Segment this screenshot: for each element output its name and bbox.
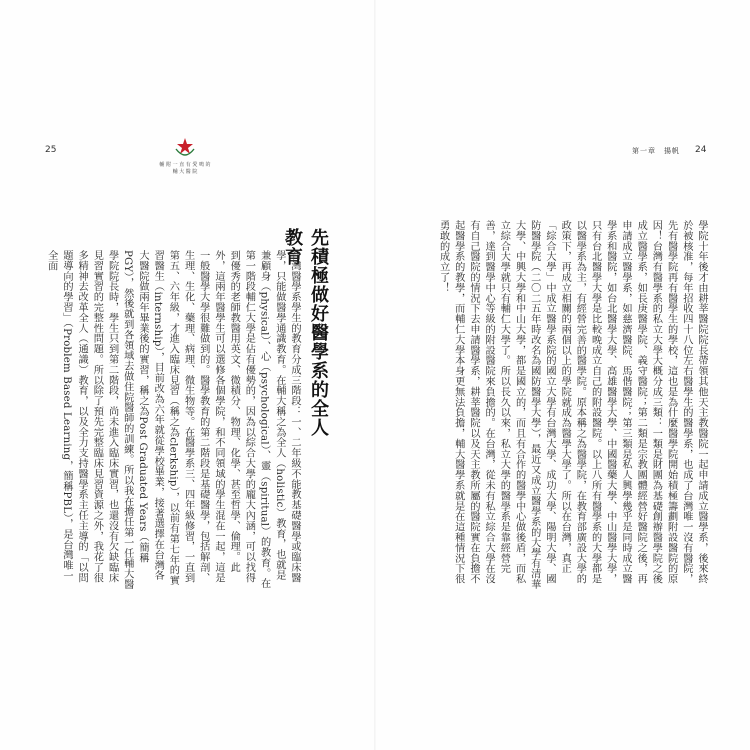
section-heading: 先積極做好醫學系的全人教育 (282, 228, 329, 437)
hospital-logo-icon (170, 135, 200, 165)
left-page-number: 25 (45, 145, 57, 155)
right-page-number: 24 (695, 145, 707, 155)
book-gutter (374, 0, 376, 750)
chapter-header: 第一章 揚帆 (632, 147, 680, 155)
logo-caption: 輔 附 一 直 有 愛 鳴 的 輔 大 醫 院 (159, 162, 211, 175)
left-page-body: 台灣醫學系學生的教育分成三階段：一、二年級不能教基礎醫學或臨床醫學，只能做醫學通識教育。在輔大稱之為全人（holistic）教育，也就是兼顧身（physical）、心（psychological）、靈（spiritual）的教育。在第一階段輔仁大學是佔有優勢的，因為以綜合大學的龐大內涵，可以找得到優秀的老師教醫用英文、微積分、物理、化學、甚至哲學、倫理。此外，這兩年醫學生可以選修各個學院，和不同領域的學生混在一起，這是一般醫學大學很難做到的。醫學教育的第二階段是基礎醫學，包括解剖、生理、生化、藥理、病理、微生物等。在醫學系三、四年級修習，一直到第五、六年級，才進入臨床見習（稱之為clerkship），以前有第七年的實習醫生（internship），目前改為六年就從學校畢業，接著選擇在台灣各大醫院做兩年畢業後的實習，稱之為Post Graduated Years（簡稱PGY），然後就到各領域去做住院醫師的訓練。所以我在擔任第一任輔大醫學院院長時，學生只到第二階段，尚未進入臨床實習，也還沒有欠缺臨床見習實習的完整性問題。所以除了預先完整臨床見習資源之外，我花了很多精神去改革全人（通識）教育，以及全力支持醫學系主任主導的「以問題導向的學習」（Problem Based Learning，簡稱PBL），是台灣唯一全面 (45, 250, 300, 590)
right-page-body: 學院十年後才由耕莘醫院院長帶領其他天主教醫院一起申請成立醫學系，後來終於被核准，每年招收四十八位左右醫學生的醫學系，也成了台灣唯一沒有醫院，先有醫學院再有醫學生的學校，這也是為什麼醫學院開始積極籌劃附設醫院的原因！台灣有醫學系的私立大學大概分成三類：一類是財團為基礎創辦醫學院之後成立醫學系，如長庚醫學院、義守醫院；第二類是宗教團體經營好醫院之後，再申請成立醫學系，如慈濟醫院、馬偕醫院；第三類是私人興學幾乎是同時成立醫學系和醫院，如台北醫學大學、高雄醫學大學、中國醫藥大學、中山醫學大學，只有台北醫學大學是比較晚成立自己的附設醫院。以上八所有醫學系的大學都是以醫學系為主，有經營完善的醫學院。原本稱之為醫學院，在教育部廣設大學的政策下，再成立相關的兩個以上的學院就成為醫學大學了。所以在台灣，真正「綜合大學」中成立醫學系院的國立大學有台灣大學、成功大學、陽明大學、國防醫學院（二〇二五年時改名為國防醫學大學），最近又成立醫學系的大學有清華大學、中興大學和中山大學，都是國立的，而且有合作的醫學中心做後盾，而私立綜合大學就只有輔仁大學了。所以長久以來，私立大學的醫學系是靠經營完善，達到醫學中心等級的附設醫院來負擔的。在台灣，從未有私立綜合大學在沒有自己醫院的情況下去申請醫學系，耕莘醫院以及天主教所屬的醫院實在負擔不起醫學系的教學，而輔仁大學本身更無法負擔，輔大醫學系就是在這種情況下很勇敢的成立了！ (437, 220, 707, 590)
